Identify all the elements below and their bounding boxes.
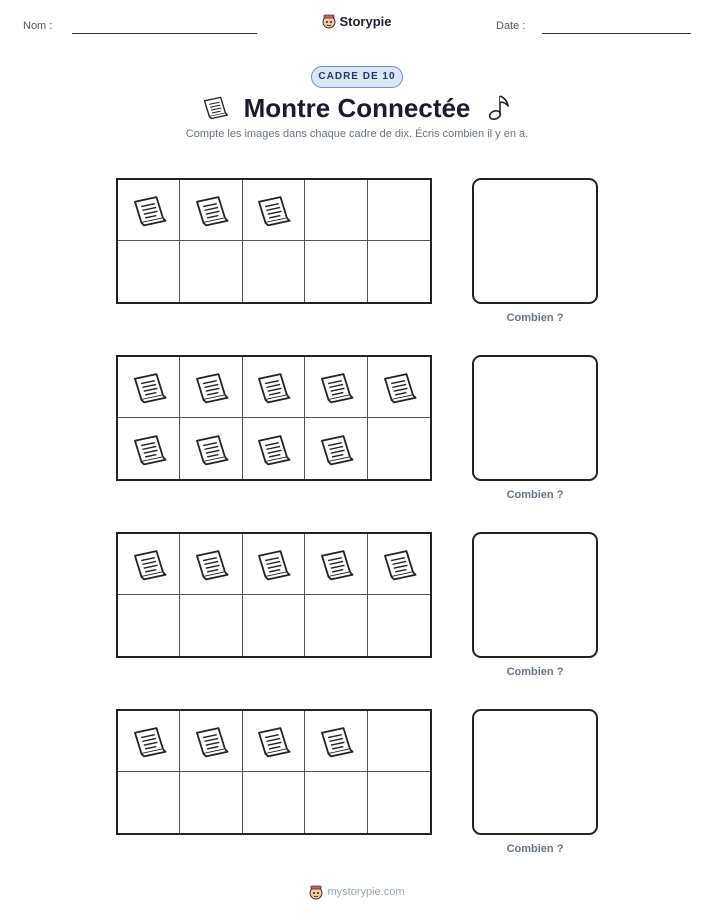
- book-icon: [129, 370, 169, 404]
- frame-cell: [118, 595, 180, 656]
- frame-cell: [180, 180, 242, 241]
- frame-cell: [180, 772, 242, 833]
- answer-box-3[interactable]: [472, 532, 598, 658]
- answer-label-3: Combien ?: [506, 666, 564, 678]
- frame-cell: [180, 711, 242, 772]
- book-icon: [129, 724, 169, 758]
- frame-cell: [243, 534, 305, 595]
- frame-cell: [368, 180, 430, 241]
- storypie-logo-icon: [309, 884, 323, 900]
- frame-cell: [243, 357, 305, 418]
- worksheet-type-badge: CADRE DE 10: [311, 66, 403, 88]
- frame-cell: [305, 357, 367, 418]
- book-icon: [129, 432, 169, 466]
- frame-cell: [118, 772, 180, 833]
- ten-frame-3: [116, 532, 432, 658]
- frame-cell: [368, 418, 430, 479]
- page-title: Montre Connectée: [243, 93, 471, 123]
- book-icon: [191, 432, 231, 466]
- frame-cell: [368, 772, 430, 833]
- instructions: Compte les images dans chaque cadre de dix. Écris combien il y en a.: [185, 128, 529, 140]
- book-icon: [129, 193, 169, 227]
- frame-cell: [368, 595, 430, 656]
- frame-cell: [305, 180, 367, 241]
- frame-cell: [118, 534, 180, 595]
- book-icon: [316, 432, 356, 466]
- book-icon: [316, 370, 356, 404]
- frame-cell: [305, 418, 367, 479]
- frame-cell: [305, 595, 367, 656]
- frame-cell: [368, 357, 430, 418]
- frame-cell: [180, 418, 242, 479]
- answer-label-1: Combien ?: [506, 312, 564, 324]
- book-icon: [253, 432, 293, 466]
- frame-cell: [368, 241, 430, 302]
- book-icon: [191, 547, 231, 581]
- footer-url: mystorypie.com: [327, 886, 405, 898]
- ten-frame-2: [116, 355, 432, 481]
- frame-cell: [368, 534, 430, 595]
- book-icon: [253, 193, 293, 227]
- frame-cell: [180, 241, 242, 302]
- book-icon: [316, 547, 356, 581]
- frame-cell: [118, 180, 180, 241]
- book-icon: [379, 547, 419, 581]
- frame-cell: [180, 595, 242, 656]
- frame-cell: [118, 357, 180, 418]
- frame-cell: [243, 711, 305, 772]
- frame-cell: [180, 534, 242, 595]
- frame-cell: [243, 772, 305, 833]
- answer-box-2[interactable]: [472, 355, 598, 481]
- frame-cell: [305, 711, 367, 772]
- frame-cell: [243, 241, 305, 302]
- frame-cell: [118, 241, 180, 302]
- frame-cell: [118, 711, 180, 772]
- book-icon: [191, 193, 231, 227]
- frame-cell: [305, 534, 367, 595]
- music-note-icon: [485, 92, 513, 122]
- book-icon: [129, 547, 169, 581]
- book-icon: [191, 724, 231, 758]
- book-icon: [379, 370, 419, 404]
- brand: [0, 13, 714, 34]
- answer-box-1[interactable]: [472, 178, 598, 304]
- book-icon: [253, 724, 293, 758]
- frame-cell: [243, 418, 305, 479]
- answer-box-4[interactable]: [472, 709, 598, 835]
- frame-cell: [180, 357, 242, 418]
- answer-label-4: Combien ?: [506, 843, 564, 855]
- book-icon: [253, 370, 293, 404]
- name-label: Nom :: [23, 20, 53, 32]
- book-icon: [191, 370, 231, 404]
- storypie-logo-icon: [322, 13, 336, 29]
- date-label: Date :: [496, 20, 526, 32]
- ten-frame-1: [116, 178, 432, 304]
- answer-label-2: Combien ?: [506, 489, 564, 501]
- frame-cell: [243, 180, 305, 241]
- book-icon: [253, 547, 293, 581]
- frame-cell: [243, 595, 305, 656]
- frame-cell: [305, 241, 367, 302]
- footer: [0, 884, 714, 903]
- frame-cell: [368, 711, 430, 772]
- book-icon: [316, 724, 356, 758]
- ten-frame-4: [116, 709, 432, 835]
- date-line[interactable]: [542, 33, 691, 34]
- brand-name: Storypie: [339, 13, 392, 29]
- frame-cell: [118, 418, 180, 479]
- frame-cell: [305, 772, 367, 833]
